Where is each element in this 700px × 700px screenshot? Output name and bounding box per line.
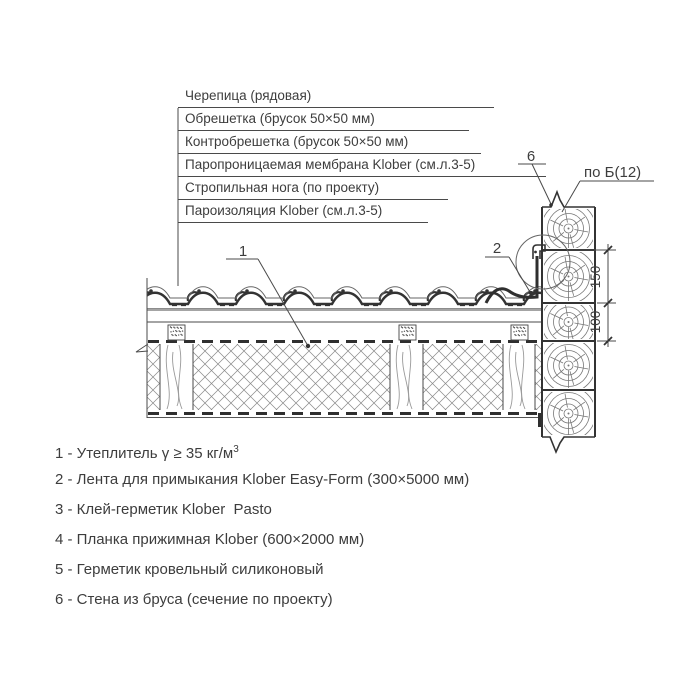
callout-6: 6 xyxy=(526,148,536,165)
legend-item-1 xyxy=(55,441,469,471)
dim-100-label: 100 xyxy=(588,310,603,334)
layer-label-membrane: Паропроницаемая мембрана Klober (см.л.3-5) xyxy=(178,154,546,177)
legend xyxy=(55,441,469,621)
layer-label-rafter: Стропильная нога (по проекту) xyxy=(178,177,448,200)
layer-label-battens: Обрешетка (брусок 50×50 мм) xyxy=(178,108,469,131)
layer-label-vapourbarrier: Пароизоляция Klober (см.л.3-5) xyxy=(178,200,428,223)
callout-1: 1 xyxy=(238,243,248,260)
legend-text-4: 4 - Планка прижимная Klober (600×2000 мм) xyxy=(55,531,365,548)
layer-label-counterbattens: Контробрешетка (брусок 50×50 мм) xyxy=(178,131,481,154)
legend-text-3: 3 - Клей-герметик Klober Pasto xyxy=(55,501,272,518)
legend-item-3 xyxy=(55,501,469,531)
detail-ref-label: по Б(12) xyxy=(584,164,642,181)
legend-sup-1: 3 xyxy=(233,444,239,455)
callout-2: 2 xyxy=(492,240,502,257)
legend-text-6: 6 - Стена из бруса (сечение по проекту) xyxy=(55,591,333,608)
legend-item-4 xyxy=(55,531,469,561)
legend-text-5: 5 - Герметик кровельный силиконовый xyxy=(55,561,324,578)
layer-label-tiles: Черепица (рядовая) xyxy=(178,85,494,108)
layer-label-block xyxy=(178,85,546,223)
legend-text-2: 2 - Лента для примыкания Klober Easy-Form (300×5000 мм) xyxy=(55,471,470,488)
legend-item-2 xyxy=(55,471,469,501)
legend-item-5 xyxy=(55,561,469,591)
legend-item-6 xyxy=(55,591,469,621)
legend-text-1: 1 - Утеплитель γ ≥ 35 кг/м xyxy=(55,445,234,462)
dim-150-label: 150 xyxy=(588,265,603,289)
